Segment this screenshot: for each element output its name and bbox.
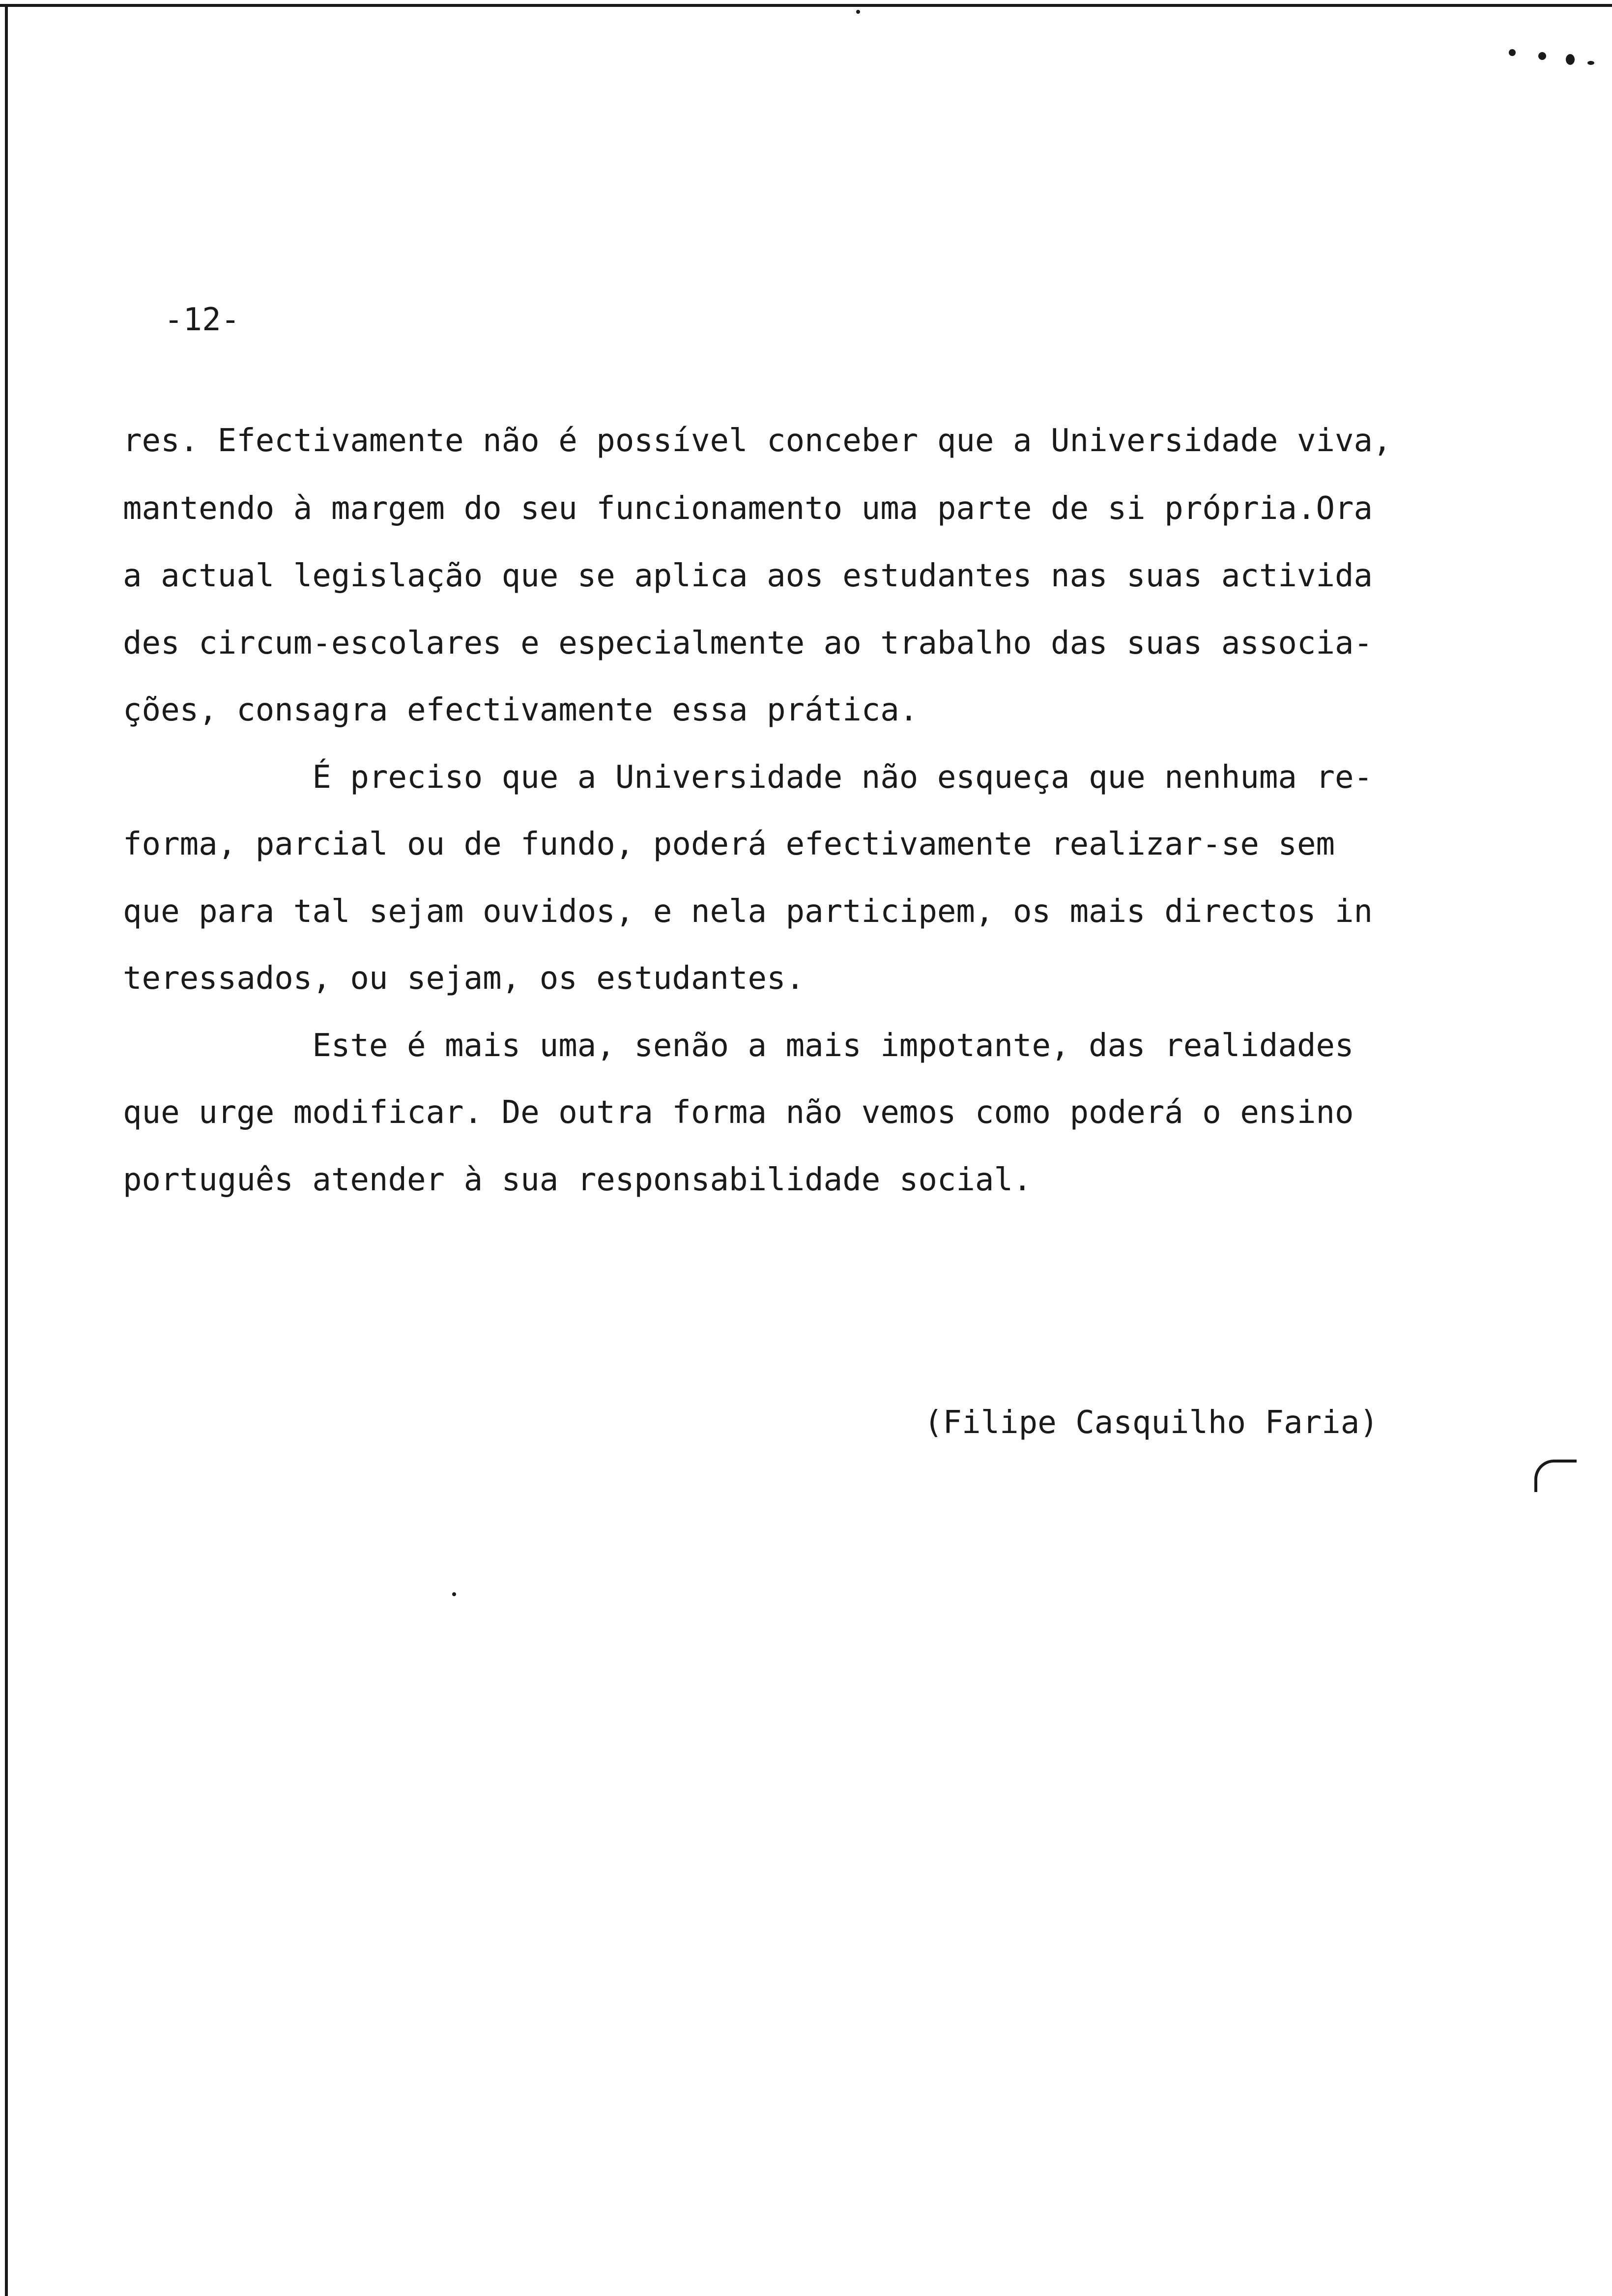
scan-speck (1538, 52, 1546, 60)
scan-edge-top (0, 4, 1612, 7)
scan-speck (1566, 54, 1575, 65)
text-line: a actual legislação que se aplica aos estudantes nas suas activida (123, 558, 1373, 594)
signature: (Filipe Casquilho Faria) (924, 1405, 1379, 1441)
text-line: português atender à sua responsabilidade social. (123, 1162, 1032, 1198)
scan-speck (452, 1592, 456, 1596)
page-number: -12- (164, 302, 240, 338)
scan-edge-left (5, 4, 8, 2296)
scan-speck (1509, 49, 1516, 56)
text-line: que urge modificar. De outra forma não vemos como poderá o ensino (123, 1094, 1354, 1131)
scan-mark (1534, 1460, 1577, 1492)
text-line: forma, parcial ou de fundo, poderá efectivamente realizar-se sem (123, 826, 1335, 862)
text-line: mantendo à margem do seu funcionamento uma parte de si própria.Ora (123, 490, 1373, 527)
text-line: Este é mais uma, senão a mais impotante, das realidades (123, 1028, 1354, 1064)
text-line: ções, consagra efectivamente essa prática. (123, 692, 919, 728)
text-line: des circum-escolares e especialmente ao trabalho das suas associa- (123, 625, 1373, 661)
text-line: res. Efectivamente não é possível conceber que a Universidade viva, (123, 423, 1392, 459)
scan-speck (856, 10, 860, 14)
text-line: É preciso que a Universidade não esqueça que nenhuma re- (123, 759, 1373, 796)
text-line: que para tal sejam ouvidos, e nela participem, os mais directos in (123, 893, 1373, 930)
text-line: teressados, ou sejam, os estudantes. (123, 960, 805, 997)
scan-speck (1587, 61, 1594, 65)
